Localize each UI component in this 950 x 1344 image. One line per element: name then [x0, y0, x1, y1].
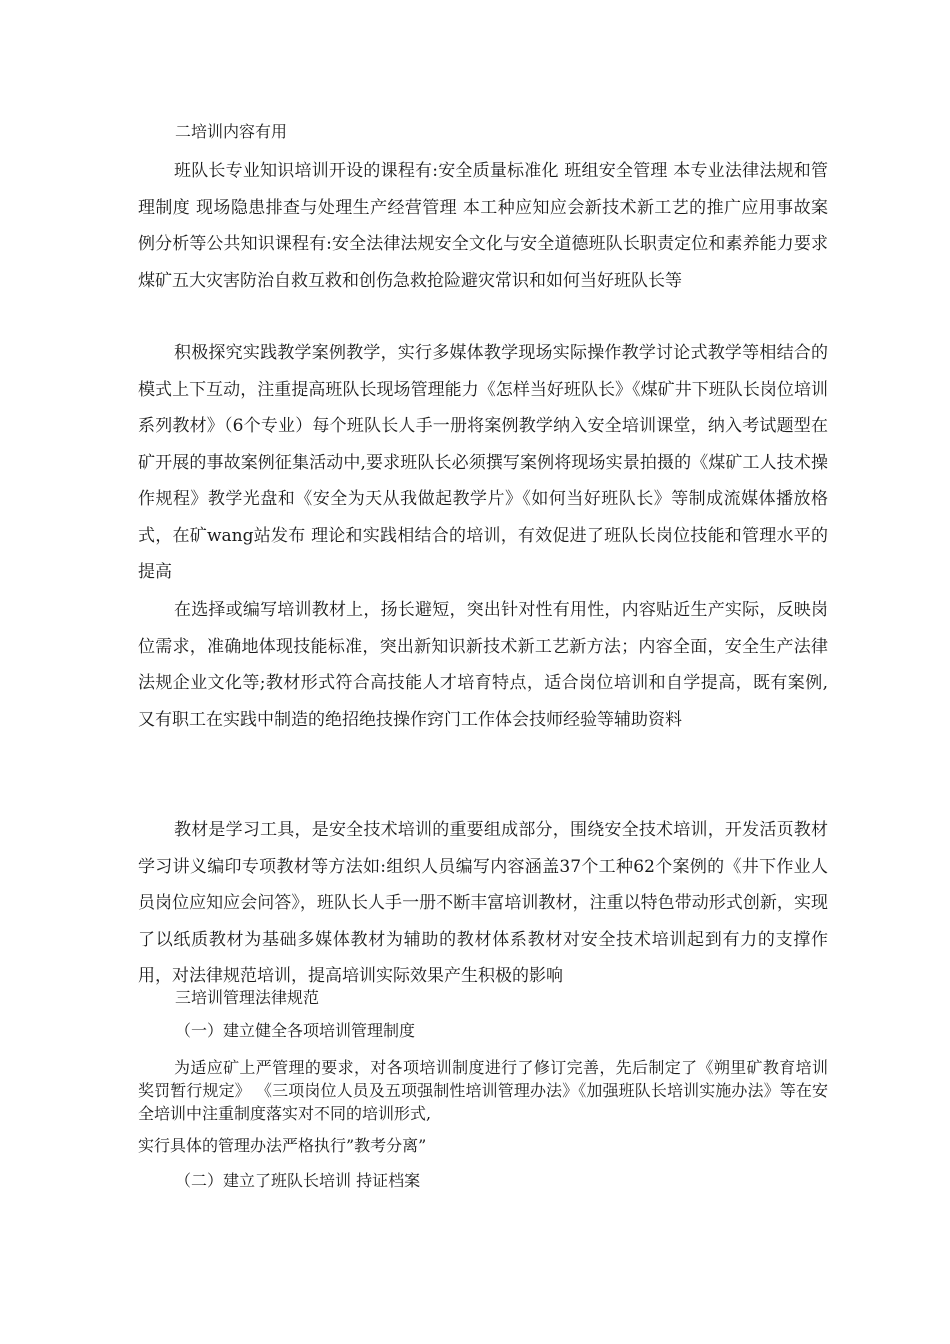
- paragraph-textbook-selection: 在选择或编写培训教材上，扬长避短，突出针对性有用性，内容贴近生产实际，反映岗位需求，准确地体现技能标准，突出新知识新技术新工艺新方法；内容全面，安全生产法律法规企业文化等;教材形式符合高技能人才培育特点，适合岗位培训和自学提高，既有案例,又有职工在实践中制造的绝招绝技操作窍门工作体会技师经验等辅助资料: [138, 600, 828, 730]
- section-3-heading: 三培训管理法律规范: [175, 988, 320, 1007]
- subsection-2-heading: （二）建立了班队长培训 持证档案: [175, 1171, 421, 1190]
- section-2-heading: 二培训内容有用: [175, 122, 288, 141]
- paragraph-textbook-tools: 教材是学习工具，是安全技术培训的重要组成部分，围绕安全技术培训，开发活页教材学习讲义编印专项教材等方法如:组织人员编写内容涵盖37个工种62个案例的《井下作业人员岗位应知应会问答》，班队长人手一册不断丰富培训教材，注重以特色带动形式创新，实现了以纸质教材为基础多媒体教材为辅助的教材体系教材对安全技术培训起到有力的支撑作用，对法律规范培训，提高培训实际效果产生积极的影响: [138, 820, 828, 986]
- paragraph-training-rules-tail: 实行具体的管理办法严格执行”教考分离”: [138, 1136, 427, 1155]
- paragraph-teaching-methods: 积极探究实践教学案例教学，实行多媒体教学现场实际操作教学讨论式教学等相结合的模式上下互动，注重提高班队长现场管理能力《怎样当好班队长》《煤矿井下班队长岗位培训系列教材》（6个专业）每个班队长人手一册将案例教学纳入安全培训课堂，纳入考试题型在矿开展的事故案例征集活动中,要求班队长必须撰写案例将现场实景拍摄的《煤矿工人技术操作规程》教学光盘和《安全为天从我做起教学片》《如何当好班队长》等制成流媒体播放格式，在矿wang站发布 理论和实践相结合的培训，有效促进了班队长岗位技能和管理水平的提高: [138, 343, 828, 582]
- paragraph-training-rules: 为适应矿上严管理的要求，对各项培训制度进行了修订完善，先后制定了《朔里矿教育培训奖罚暂行规定》 《三项岗位人员及五项强制性培训管理办法》《加强班队长培训实施办法》等在安全培训中注重制度落实对不同的培训形式,: [138, 1058, 828, 1123]
- subsection-1-heading: （一）建立健全各项培训管理制度: [175, 1021, 416, 1040]
- paragraph-course-content: 班队长专业知识培训开设的课程有:安全质量标准化 班组安全管理 本专业法律法规和管理制度 现场隐患排查与处理生产经营管理 本工种应知应会新技术新工艺的推广应用事故案例分析等公共知识课程有:安全法律法规安全文化与安全道德班队长职责定位和素养能力要求煤矿五大灾害防治自救互救和创伤急救抢险避灾常识和如何当好班队长等: [138, 161, 828, 291]
